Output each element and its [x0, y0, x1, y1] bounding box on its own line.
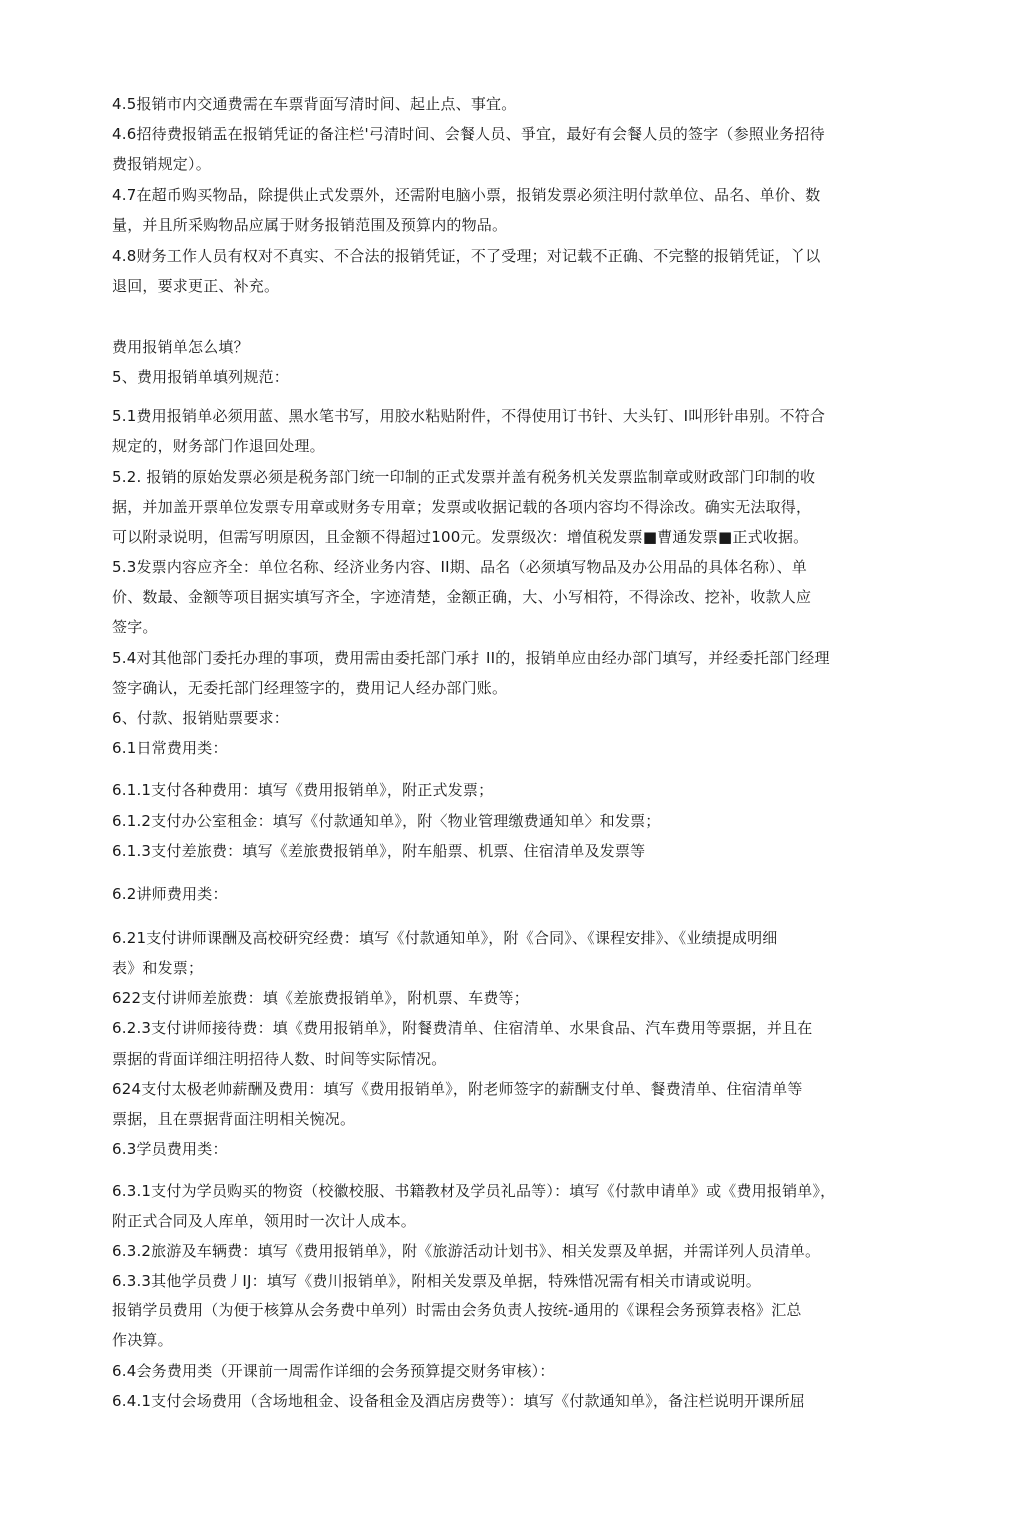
text-line: 5.4对其他部门委托办理的事项，费用需由委托部门承扌II的，报销单应由经办部门填写，并经委托部门经理	[112, 649, 830, 667]
text-line: 据，并加盖开票单位发票专用章或财务专用章；发票或收据记载的各项内容均不得涂改。确实无法取得，	[112, 498, 812, 516]
text-line: 6.2.3支付讲师接待费：填《费用报销单》，附餐费清单、住宿清单、水果食品、汽车费用等票据，并且在	[112, 1019, 813, 1037]
text-line: 作决算。	[112, 1331, 173, 1349]
text-line: 5.3发票内容应齐全：单位名称、经济业务内容、II期、品名（必须填写物品及办公用品的具体名称）、单	[112, 558, 808, 576]
subsection-heading: 6.4会务费用类（开课前一周需作详细的会务预算提交财务审核）：	[112, 1362, 555, 1380]
text-line: 价、数最、金额等项目据实填写齐全，字迹清楚，金额正确，大、小写相符，不得涂改、挖补，收款人应	[112, 588, 812, 606]
text-line: 附正式合同及人库单，领用时一次计人成本。	[112, 1212, 417, 1230]
text-line: 规定的，财务部门作退回处理。	[112, 437, 325, 455]
text-line: 票据的背面详细注明招待人数、时间等实际情况。	[112, 1050, 447, 1068]
text-line: 量，并且所采购物品应属于财务报销范围及预算内的物品。	[112, 216, 508, 234]
text-line: 4.8财务工作人员有权对不真实、不合法的报销凭证，不了受理；对记载不正确、不完整的报销凭证，丫以	[112, 247, 821, 265]
text-line: 6.4.1支付会场费用（含场地租金、设备租金及酒店房费等）：填写《付款通知单》，备注栏说明开课所屈	[112, 1392, 805, 1410]
text-line: 报销学员费用（为便于核算从会务费中单列）时需由会务负责人按统-通用的《课程会务预算表格》汇总	[112, 1301, 802, 1319]
section-heading: 5、费用报销单填列规范：	[112, 368, 289, 386]
text-line: 6.21支付讲师课酬及高校研究经费：填写《付款通知单》，附《合同》、《课程安排》、《业绩提成明细	[112, 929, 778, 947]
text-line: 622支付讲师差旅费：填《差旅费报销单》，附机票、车费等；	[112, 989, 529, 1007]
text-line: 表》和发票；	[112, 959, 204, 977]
section-heading: 费用报销单怎么填？	[112, 338, 249, 356]
section-heading: 6、付款、报销贴票要求：	[112, 709, 289, 727]
text-line: 签字。	[112, 618, 158, 636]
text-line: 5.1费用报销单必须用蓝、黑水笔书写，用胶水粘贴附件，不得使用订书针、大头钉、I叫形针串别。不符合	[112, 407, 826, 425]
subsection-heading: 6.2讲师费用类：	[112, 885, 228, 903]
text-line: 5.2. 报销的原始发票必须是税务部门统一印制的正式发票并盖有税务机关发票监制章或财政部门印制的收	[112, 468, 816, 486]
text-line: 退回，要求更正、补充。	[112, 277, 280, 295]
text-line: 票据，且在票据背面注明相关惋况。	[112, 1110, 356, 1128]
subsection-heading: 6.3学员费用类：	[112, 1140, 228, 1158]
text-line: 6.3.3其他学员费丿IJ：填写《费川报销单》，附相关发票及单据，特殊惜况需有相关巿请或说明。	[112, 1272, 761, 1290]
text-line: 费报销规定）。	[112, 155, 211, 173]
text-line: 6.1.1支付各种费用：填写《费用报销单》，附正式发票；	[112, 781, 494, 799]
text-line: 4.5报销市内交通费需在车票背面写清时间、起止点、事宜。	[112, 95, 517, 113]
text-line: 签字确认，无委托部门经理签字的，费用记人经办部门账。	[112, 679, 508, 697]
text-line: 6.3.1支付为学员购买的物资（校徽校服、书籍教材及学员礼品等）：填写《付款申请单》或《费用报销单》，	[112, 1182, 836, 1200]
text-line: 6.1.3支付差旅费：填写《差旅费报销单》，附车船票、机票、住宿清单及发票等	[112, 842, 646, 860]
text-line: 624支付太极老帅薪酬及费用：填写《费用报销单》，附老师签字的薪酬支付单、餐费清单、住宿清单等	[112, 1080, 803, 1098]
text-line: 4.6招待费报销盂在报销凭证的备注栏'弓清时间、会餐人员、爭宜，最好有会餐人员的签字（参照业务招待	[112, 125, 825, 143]
subsection-heading: 6.1日常费用类：	[112, 739, 228, 757]
text-line: 4.7在超币购买物品，除提供止式发票外，还需附电脑小票，报销发票必须注明付款单位、品名、单价、数	[112, 186, 821, 204]
text-line: 6.3.2旅游及车辆费：填写《费用报销单》，附《旅游活动计划书》、相关发票及单据，并需详列人员清单。	[112, 1242, 821, 1260]
text-line: 可以附录说明，但需写明原因，且金额不得超过100元。发票级次：增值税发票■曹通发票■正式收据。	[112, 528, 809, 546]
text-line: 6.1.2支付办公室租金：填写《付款通知单》，附〈物业管理缴费通知单〉和发票；	[112, 812, 661, 830]
